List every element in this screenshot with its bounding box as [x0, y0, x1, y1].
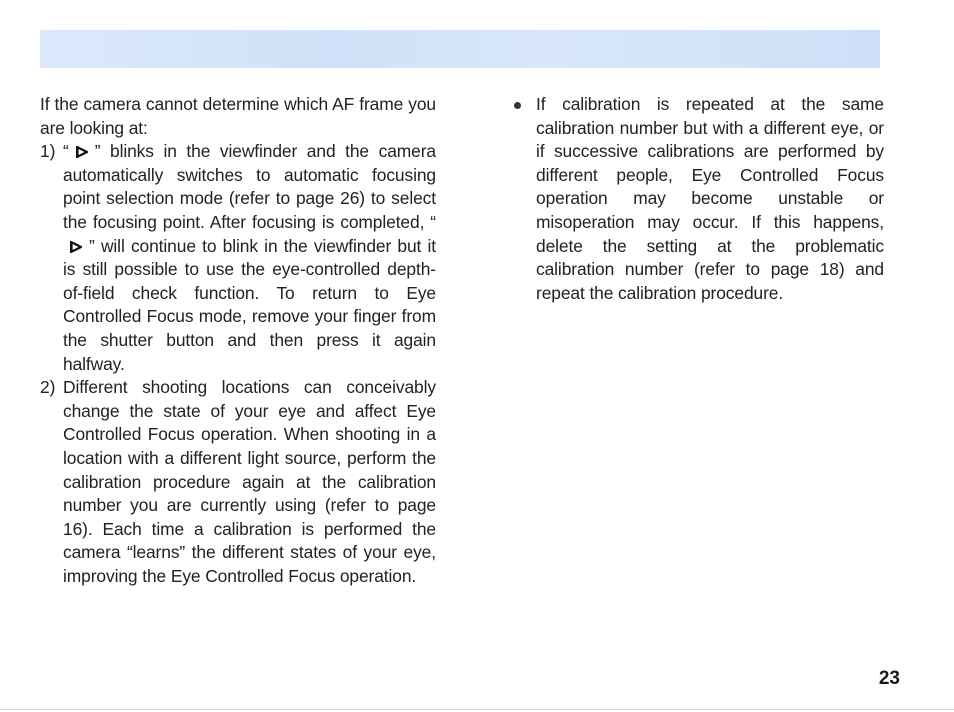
intro-paragraph: If the camera cannot determine which AF frame you are looking at: — [40, 94, 436, 138]
list-item-2-text: Different shooting locations can conceivably change the state of your eye and affect Eye Controlled Focus operation. When shooting in a location with a different light source, perform the calibration procedure again at the calibration number you are currently using (refer to page 16). Each time a calibration is performed the camera “learns” the different states of your eye, improving the Eye Controlled Focus operation. — [63, 377, 436, 586]
bullet-item-text: If calibration is repeated at the same calibration number but with a different eye, or if successive calibrations are performed by different people, Eye Controlled Focus operation may become unstable or misoperation may occur. If this happens, delete the setting at the problematic calibration number (refer to page 18) and repeat the calibration procedure. — [536, 94, 884, 303]
list-item-1-text-b: will continue to blink in the viewfinder but it is still possible to use the eye-controlled depth-of-field check function. To return to Eye Controlled Focus mode, remove your finger from the shutter button and then press it again halfway. — [63, 235, 437, 374]
left-column — [40, 93, 436, 588]
list-item-2-number: 2) — [40, 377, 56, 398]
eye-focus-indicator-icon — [70, 241, 82, 253]
page-number: 23 — [878, 668, 900, 689]
close-quote-2: ” — [89, 235, 95, 256]
list-item-1-text-a: blinks in the viewfinder and the camera automatically switches to automatic focusing point selection mode (refer to page 26) to select the focusing point. After focusing is completed, — [63, 141, 436, 232]
right-column — [510, 93, 884, 305]
close-quote: ” — [94, 141, 101, 162]
list-item-1-number: 1) — [40, 141, 56, 162]
bullet-item — [510, 93, 884, 305]
open-quote-2: “ — [430, 211, 436, 232]
list-item-2 — [40, 376, 436, 588]
open-quote: “ — [63, 141, 69, 162]
list-item-1 — [40, 140, 436, 376]
eye-focus-indicator-icon — [76, 146, 88, 158]
section-header-band — [40, 30, 880, 68]
bullet-dot-icon — [514, 102, 521, 109]
bottom-divider — [0, 709, 954, 710]
